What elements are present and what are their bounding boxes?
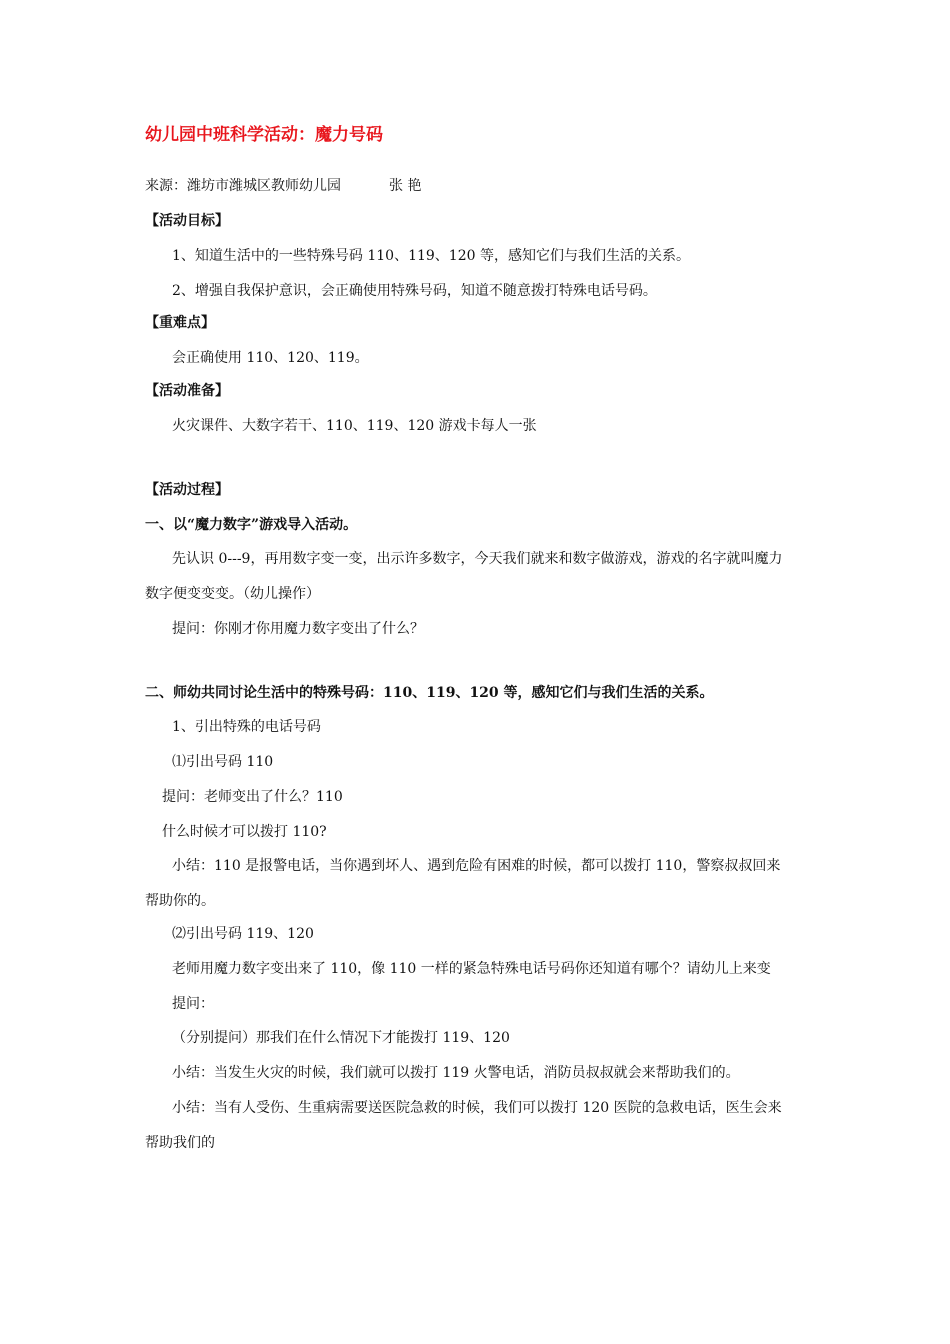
author-name: 张 艳 — [389, 178, 422, 194]
part2-question1: 提问：老师变出了什么？110 — [162, 789, 343, 805]
part2-item1: ⑴引出号码 110 — [172, 754, 274, 770]
part2-question2: 什么时候才可以拨打 110? — [162, 824, 327, 840]
part1-paragraph: 先认识 0---9，再用数字变一变，出示许多数字，今天我们就来和数字做游戏，游戏的名字就叫魔力 — [172, 551, 783, 567]
process-heading: 【活动过程】 — [145, 482, 229, 498]
part1-question: 提问：你刚才你用魔力数字变出了什么？ — [172, 621, 424, 637]
source-label: 来源：潍坊市潍城区教师幼儿园 — [145, 178, 341, 194]
key-points-heading: 【重难点】 — [145, 315, 215, 331]
page-title: 幼儿园中班科学活动：魔力号码 — [145, 125, 383, 145]
preparation-heading: 【活动准备】 — [145, 383, 229, 399]
source-line — [145, 176, 421, 196]
preparation-text: 火灾课件、大数字若干、110、119、120 游戏卡每人一张 — [172, 418, 537, 434]
goals-heading: 【活动目标】 — [145, 213, 229, 229]
goal-item: 2、增强自我保护意识，会正确使用特殊号码，知道不随意拨打特殊电话号码。 — [172, 283, 657, 299]
key-points-text: 会正确使用 110、120、119。 — [172, 350, 369, 366]
goal-item: 1、知道生活中的一些特殊号码 110、119、120 等，感知它们与我们生活的关系。 — [172, 248, 690, 264]
part2-summary3-cont: 帮助我们的 — [145, 1135, 215, 1151]
part2-sub1: 1、引出特殊的电话号码 — [172, 719, 321, 735]
part2-summary3: 小结：当有人受伤、生重病需要送医院急救的时候，我们可以拨打 120 医院的急救电话，医生会来 — [172, 1100, 782, 1116]
part1-paragraph-cont: 数字便变变变。（幼儿操作） — [145, 586, 320, 602]
part2-summary2: 小结：当发生火灾的时候，我们就可以拨打 119 火警电话，消防员叔叔就会来帮助我们的。 — [172, 1065, 740, 1081]
part2-heading: 二、师幼共同讨论生活中的特殊号码：110、119、120 等，感知它们与我们生活的关系。 — [145, 685, 714, 701]
part2-item2: ⑵引出号码 119、120 — [172, 926, 314, 942]
part2-question4: （分别提问）那我们在什么情况下才能拨打 119、120 — [172, 1030, 510, 1046]
part1-heading: 一、以“魔力数字”游戏导入活动。 — [145, 517, 358, 533]
part2-summary1: 小结：110 是报警电话，当你遇到坏人、遇到危险有困难的时候，都可以拨打 110，警察叔叔回来 — [172, 858, 781, 874]
part2-summary1-cont: 帮助你的。 — [145, 893, 215, 909]
part2-question3: 提问： — [172, 996, 214, 1012]
part2-paragraph2: 老师用魔力数字变出来了 110，像 110 一样的紧急特殊电话号码你还知道有哪个？请幼儿上来变 — [172, 961, 771, 977]
